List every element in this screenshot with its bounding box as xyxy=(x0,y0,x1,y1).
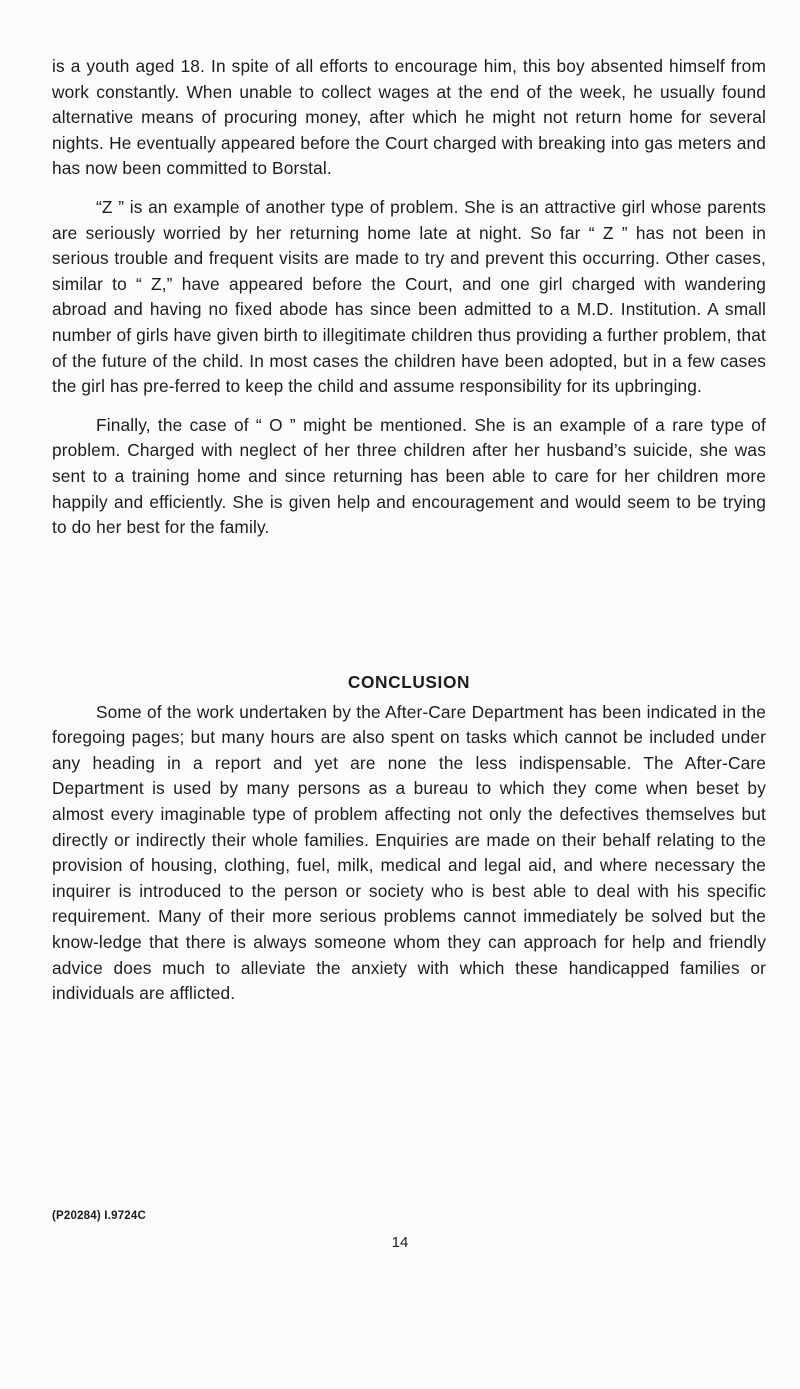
print-code: (P20284) I.9724C xyxy=(52,1210,146,1222)
paragraph-gap xyxy=(52,182,766,195)
paragraph-o-case: Finally, the case of “ O ” might be mentioned. She is an example of a rare type of problem. Charged with neglect of her three children after her husband’s suicide, she was sent to a training home and since returning has been able to care for her children more happily and efficiently. She is given help and encouragement and would seem to be trying to do her best for the family. xyxy=(52,414,766,538)
paragraph-youth-case: is a youth aged 18. In spite of all efforts to encourage him, this boy absented himself from work constantly. When unable to collect wages at the end of the week, he usually found alternative means of procuring money, after which he might not return home for several nights. He eventually appeared before the Court charged with breaking into gas meters and has now been committed to Borstal. xyxy=(52,56,766,179)
section-spacer xyxy=(52,541,766,670)
paragraph-gap xyxy=(52,400,766,413)
paragraph-z-case: “Z ” is an example of another type of problem. She is an attractive girl whose parents are seriously worried by her returning home late at night. So far “ Z ” has not been in serious trouble and frequent visits are made to try and prevent this occurring. Other cases, similar to “ Z,” have appeared before the Court, and one girl charged with wandering abroad and having no fixed abode has since been admitted to a M.D. Institution. A small number of girls have given birth to illegitimate children thus providing a further problem, that of the future of the child. In most cases the children have been adopted, but in a few cases the girl has pre-ferred to keep the child and assume responsibility for its upbringing. xyxy=(52,196,766,397)
page-number: 14 xyxy=(391,1234,409,1251)
paragraph-conclusion: Some of the work undertaken by the After-Care Department has been indicated in the foregoing pages; but many hours are also spent on tasks which cannot be included under any heading in a report and yet are none the less indispensable. The After-Care Department is used by many persons as a bureau to which they come when beset by almost every imaginable type of problem affecting not only the defectives themselves but directly or indirectly their whole families. Enquiries are made on their behalf relating to the provision of housing, clothing, fuel, milk, medical and legal aid, and where necessary the inquirer is introduced to the person or society who is best able to deal with his specific requirement. Many of their more serious problems cannot immediately be solved but the know-ledge that there is always someone whom they can approach for help and friendly advice does much to alleviate the anxiety with which these handicapped families or individuals are afflicted. xyxy=(52,701,766,1004)
section-heading-conclusion: CONCLUSION xyxy=(347,671,471,692)
page-body xyxy=(52,54,766,1007)
